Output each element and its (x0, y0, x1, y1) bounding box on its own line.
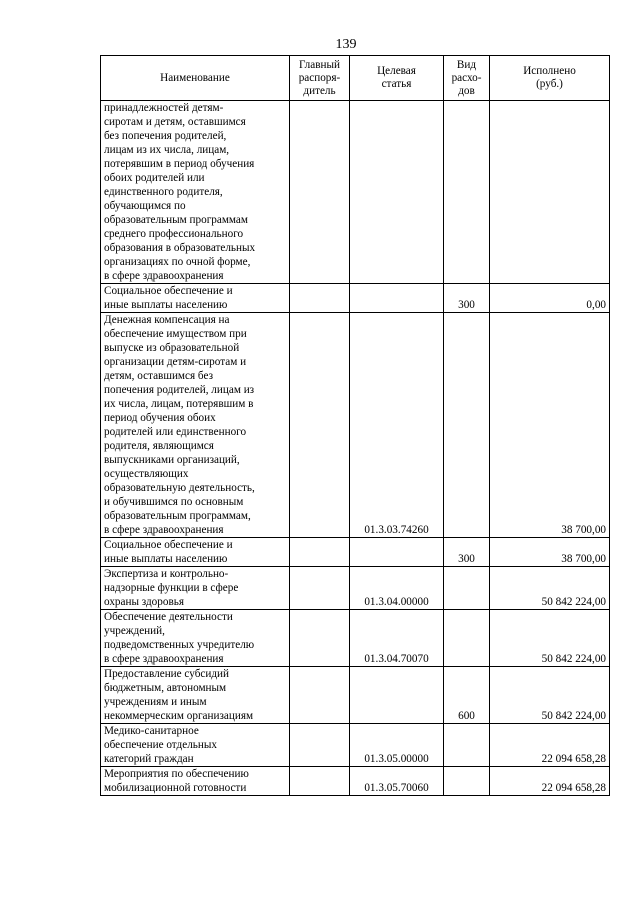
table-row (101, 767, 610, 796)
row-name: Социальное обеспечение и иные выплаты населению (101, 284, 290, 313)
row-admin (290, 101, 350, 284)
row-name: Предоставление субсидий бюджетным, автономным учреждениям и иным некоммерческим организациям (101, 667, 290, 724)
row-code (350, 538, 444, 567)
row-name: Обеспечение деятельности учреждений, подведомственных учредителю в сфере здравоохранения (101, 610, 290, 667)
row-amount: 22 094 658,28 (490, 767, 610, 796)
row-type: 300 (444, 284, 490, 313)
row-code: 01.3.03.74260 (350, 313, 444, 538)
column-header-admin: Главный распоря- дитель (290, 56, 350, 101)
row-code (350, 101, 444, 284)
column-header-amount: Исполнено (руб.) (490, 56, 610, 101)
row-admin (290, 724, 350, 767)
table-row (101, 610, 610, 667)
row-amount: 50 842 224,00 (490, 567, 610, 610)
row-amount: 38 700,00 (490, 313, 610, 538)
row-admin (290, 610, 350, 667)
row-type (444, 610, 490, 667)
row-name: Денежная компенсация на обеспечение имуществом при выпуске из образовательной организации детям-сиротам и детям, оставшимся без попечения родителей, лицам из их числа, лицам, потерявшим в период обучения обоих родителей или единственного родителя, являющимся выпускниками организаций, осуществляющих образовательную деятельность, и обучившимся по основным образовательным программам, в сфере здравоохранения (101, 313, 290, 538)
row-admin (290, 767, 350, 796)
row-type: 600 (444, 667, 490, 724)
row-admin (290, 667, 350, 724)
row-amount: 0,00 (490, 284, 610, 313)
row-admin (290, 538, 350, 567)
table-row (101, 538, 610, 567)
column-header-type: Вид расхо- дов (444, 56, 490, 101)
table-header-row (101, 56, 610, 101)
row-type (444, 724, 490, 767)
row-code: 01.3.04.70070 (350, 610, 444, 667)
row-code (350, 667, 444, 724)
page-number: 139 (335, 37, 357, 52)
table-row (101, 284, 610, 313)
table-row (101, 724, 610, 767)
row-type (444, 313, 490, 538)
row-amount: 22 094 658,28 (490, 724, 610, 767)
row-name: Мероприятия по обеспечению мобилизационной готовности (101, 767, 290, 796)
column-header-name: Наименование (101, 56, 290, 101)
row-admin (290, 567, 350, 610)
row-name: принадлежностей детям- сиротам и детям, оставшимся без попечения родителей, лицам из их числа, лицам, потерявшим в период обучения обоих родителей или единственного родителя, обучающимся по образовательным программам среднего профессионального образования в образовательных организациях по очной форме, в сфере здравоохранения (101, 101, 290, 284)
row-code (350, 284, 444, 313)
table-row (101, 101, 610, 284)
row-type: 300 (444, 538, 490, 567)
row-name: Медико-санитарное обеспечение отдельных категорий граждан (101, 724, 290, 767)
row-type (444, 567, 490, 610)
table-row (101, 567, 610, 610)
row-admin (290, 313, 350, 538)
row-name: Экспертиза и контрольно- надзорные функции в сфере охраны здоровья (101, 567, 290, 610)
row-amount: 38 700,00 (490, 538, 610, 567)
row-amount (490, 101, 610, 284)
row-amount: 50 842 224,00 (490, 667, 610, 724)
table-row (101, 313, 610, 538)
row-type (444, 101, 490, 284)
column-header-code: Целевая статья (350, 56, 444, 101)
row-code: 01.3.05.00000 (350, 724, 444, 767)
row-type (444, 767, 490, 796)
row-code: 01.3.04.00000 (350, 567, 444, 610)
table-row (101, 667, 610, 724)
row-code: 01.3.05.70060 (350, 767, 444, 796)
row-amount: 50 842 224,00 (490, 610, 610, 667)
row-name: Социальное обеспечение и иные выплаты населению (101, 538, 290, 567)
row-admin (290, 284, 350, 313)
budget-table (100, 55, 610, 796)
